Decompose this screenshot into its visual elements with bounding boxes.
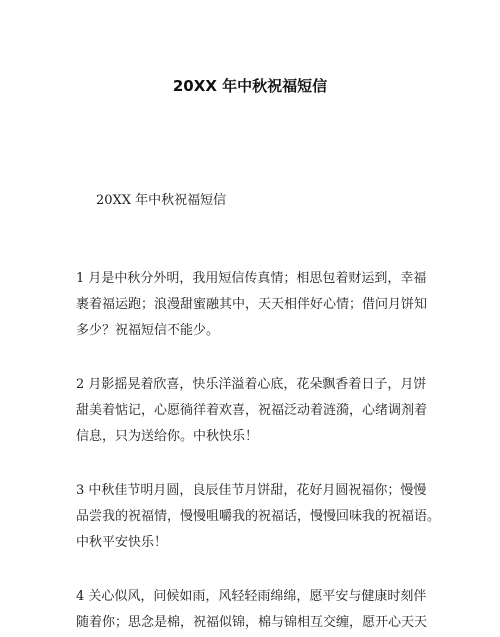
paragraph-line: 2 月影摇晃着欣喜，快乐洋溢着心底，花朵飘香着日子，月饼 [76,377,427,392]
paragraph-line: 多少？祝福短信不能少。 [76,323,220,338]
paragraph-line: 品尝我的祝福情，慢慢咀嚼我的祝福话，慢慢回味我的祝福语。 [76,509,441,524]
paragraph-3 [76,478,441,556]
document-title: 20XX 年中秋祝福短信 [172,77,328,95]
paragraph-line: 甜美着惦记，心愿徜徉着欢喜，祝福泛动着涟漪，心绪调剂着 [76,403,428,418]
paragraph-line: 1 月是中秋分外明，我用短信传真情；相思包着财运到，幸福 [76,271,427,286]
paragraph-4 [76,584,434,636]
paragraph-line: 裹着福运跑；浪漫甜蜜融其中，天天相伴好心情；借问月饼知 [76,297,428,312]
paragraph-1 [76,266,434,344]
document-subtitle: 20XX 年中秋祝福短信 [96,193,227,208]
paragraph-line: 信息，只为送给你。中秋快乐！ [76,429,259,444]
paragraph-line: 3 中秋佳节明月圆，良辰佳节月饼甜，花好月圆祝福你；慢慢 [76,483,427,498]
paragraph-line: 中秋平安快乐！ [76,535,168,550]
paragraph-line: 随着你；思念是棉，祝福似锦，棉与锦相互交缠，愿开心天天 [76,615,428,630]
paragraph-line: 4 关心似风，问候如雨，风轻轻雨绵绵，愿平安与健康时刻伴 [76,589,427,604]
paragraph-2 [76,372,434,450]
